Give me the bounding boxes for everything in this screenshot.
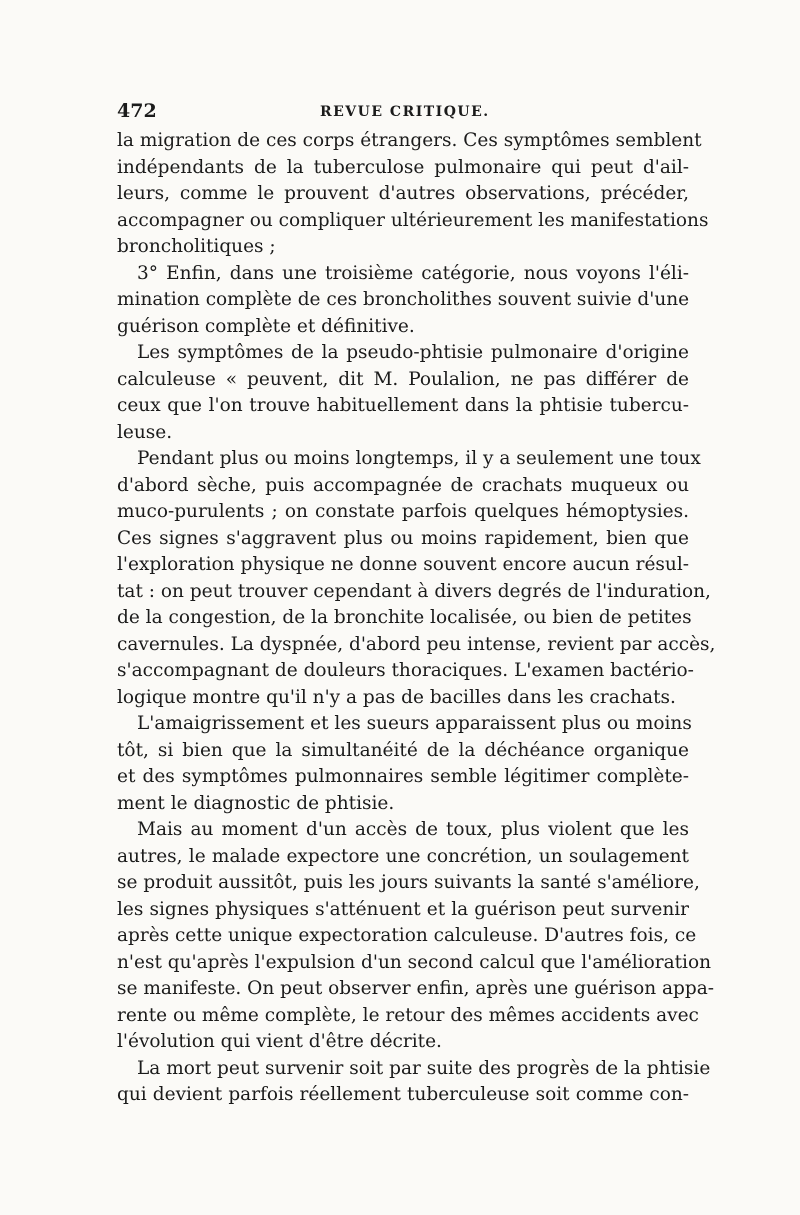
- text-line: cavernules. La dyspnée, d'abord peu intense, revient par accès,: [117, 633, 716, 655]
- text-line: après cette unique expectoration calculeuse. D'autres fois, ce: [117, 925, 697, 946]
- text-line: d'abord sèche, puis accompagnée de crachats muqueux ou: [117, 474, 689, 496]
- text-line: la migration de ces corps étrangers. Ces symptômes semblent: [117, 130, 702, 151]
- text-line: se produit aussitôt, puis les jours suivants la santé s'améliore,: [117, 872, 700, 893]
- text-line: l'exploration physique ne donne souvent encore aucun résul-: [117, 554, 689, 575]
- text-line: s'accompagnant de douleurs thoraciques. L'examen bactério-: [117, 660, 694, 681]
- text-line: rente ou même complète, le retour des mêmes accidents avec: [117, 1004, 699, 1026]
- text-line: La mort peut survenir soit par suite des progrès de la phtisie: [137, 1057, 711, 1079]
- text-line: Ces signes s'aggravent plus ou moins rapidement, bien que: [117, 527, 689, 549]
- text-line: indépendants de la tuberculose pulmonaire qui peut d'ail-: [117, 156, 689, 178]
- text-line: guérison complète et définitive.: [117, 315, 415, 337]
- text-line: accompagner ou compliquer ultérieurement les manifestations: [117, 209, 709, 231]
- page-number: 472: [117, 100, 157, 122]
- text-line: logique montre qu'il n'y a pas de bacilles dans les crachats.: [117, 686, 676, 708]
- text-line: 3° Enfin, dans une troisième catégorie, nous voyons l'éli-: [137, 262, 689, 284]
- text-line: mination complète de ces broncholithes souvent suivie d'une: [117, 289, 690, 310]
- text-line: n'est qu'après l'expulsion d'un second calcul que l'amélioration: [117, 951, 711, 973]
- running-head: [117, 100, 687, 130]
- text-line: autres, le malade expectore une concrétion, un soulagement: [117, 845, 689, 867]
- text-line: de la congestion, de la bronchite localisée, ou bien de petites: [117, 607, 692, 628]
- text-line: Les symptômes de la pseudo-phtisie pulmonaire d'origine: [137, 342, 689, 363]
- body-text: [117, 128, 716, 1109]
- text-line: et des symptômes pulmonnaires semble légitimer complète-: [117, 766, 689, 787]
- text-line: leuse.: [117, 421, 173, 443]
- text-line: L'amaigrissement et les sueurs apparaissent plus ou moins: [137, 713, 692, 734]
- text-line: calculeuse « peuvent, dit M. Poulalion, ne pas différer de: [117, 368, 689, 390]
- text-line: l'évolution qui vient d'être décrite.: [117, 1031, 442, 1052]
- text-line: Pendant plus ou moins longtemps, il y a seulement une toux: [137, 448, 701, 469]
- running-title: REVUE CRITIQUE.: [320, 104, 490, 120]
- text-line: ment le diagnostic de phtisie.: [117, 792, 395, 814]
- text-line: ceux que l'on trouve habituellement dans la phtisie tubercu-: [117, 395, 689, 416]
- text-line: les signes physiques s'atténuent et la guérison peut survenir: [117, 898, 689, 920]
- text-line: Mais au moment d'un accès de toux, plus violent que les: [137, 819, 689, 840]
- text-line: se manifeste. On peut observer enfin, après une guérison appa-: [117, 978, 714, 999]
- text-line: qui devient parfois réellement tuberculeuse soit comme con-: [117, 1084, 689, 1105]
- text-line: tôt, si bien que la simultanéité de la déchéance organique: [117, 739, 689, 761]
- text-line: broncholitiques ;: [117, 236, 276, 257]
- text-line: tat : on peut trouver cependant à divers degrés de l'induration,: [117, 580, 711, 602]
- text-line: leurs, comme le prouvent d'autres observations, précéder,: [117, 183, 689, 204]
- text-line: muco-purulents ; on constate parfois quelques hémoptysies.: [117, 501, 689, 522]
